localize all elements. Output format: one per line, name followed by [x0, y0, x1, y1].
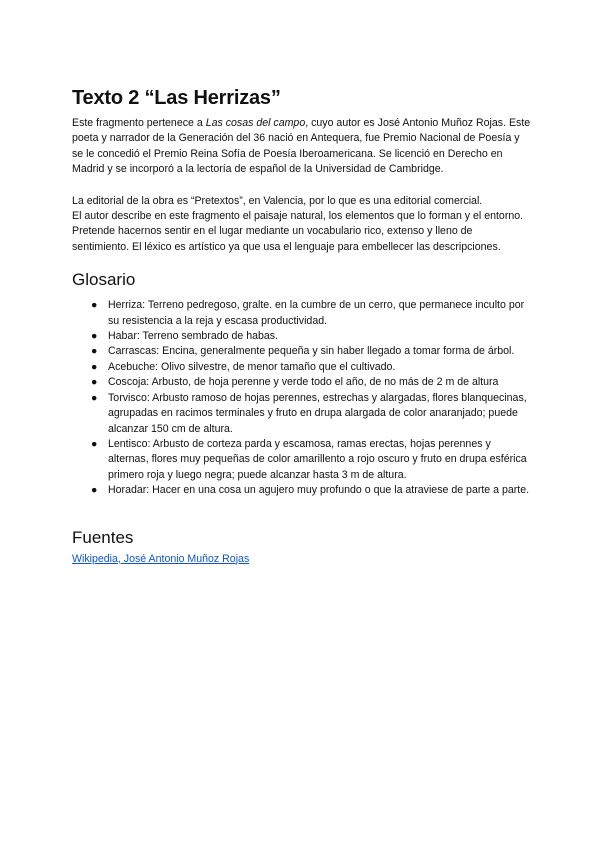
glossary-item-text: Herriza: Terreno pedregoso, gralte. en la cumbre de un cerro, que permanece inculto por su resistencia a la reja y escasa productividad. — [108, 299, 525, 327]
sources-heading: Fuentes — [72, 527, 134, 547]
bullet-icon: ● — [91, 360, 98, 373]
glossary-item — [91, 360, 532, 375]
glossary-item-text: Coscoja: Arbusto, de hoja perenne y verde todo el año, de no más de 2 m de altura — [108, 376, 499, 389]
publisher-line: La editorial de la obra es “Pretextos”, en Valencia, por lo que es una editorial comercial. — [72, 194, 483, 207]
bullet-icon: ● — [91, 437, 98, 450]
glossary-item — [91, 344, 532, 359]
glossary-item-text: Habar: Terreno sembrado de habas. — [108, 330, 278, 343]
glossary-item — [91, 375, 532, 390]
glossary-list — [72, 298, 532, 498]
document-page — [72, 86, 532, 567]
source-link-wikipedia[interactable]: Wikipedia, José Antonio Muñoz Rojas — [72, 552, 250, 565]
intro-text-start: Este fragmento pertenece a — [72, 117, 206, 129]
glossary-heading: Glosario — [72, 270, 136, 290]
publisher-paragraph — [72, 194, 532, 256]
description-text: El autor describe en este fragmento el paisaje natural, los elementos que lo forman y el entorno. Pretende hacernos sentir en el lugar mediante un vocabulario rico, extenso y lleno de sentimiento. El léxico es artístico ya que usa el lenguaje para embellecer las descripciones. — [72, 210, 524, 253]
glossary-item-text: Acebuche: Olivo silvestre, de menor tamaño que el cultivado. — [108, 360, 396, 373]
bullet-icon: ● — [91, 330, 98, 343]
glossary-item — [91, 483, 532, 498]
book-title: Las cosas del campo — [205, 117, 306, 129]
bullet-icon: ● — [91, 391, 98, 404]
glossary-item-text: Carrascas: Encina, generalmente pequeña y sin haber llegado a tomar forma de árbol. — [108, 345, 515, 358]
document-title: Texto 2 “Las Herrizas” — [72, 87, 281, 109]
glossary-item-text: Horadar: Hacer en una cosa un agujero muy profundo o que la atraviese de parte a parte. — [108, 484, 530, 497]
glossary-item — [91, 391, 532, 437]
glossary-item-text: Lentisco: Arbusto de corteza parda y escamosa, ramas erectas, hojas perennes y alternas, flores muy pequeñas de color amarillento a rojo oscuro y fruto en drupa esférica primero roja y luego negra; puede alcanzar hasta 3 m de altura. — [108, 437, 527, 481]
glossary-item — [91, 437, 532, 483]
bullet-icon: ● — [91, 484, 98, 497]
intro-paragraph — [72, 116, 532, 178]
intro-text-end: , cuyo autor es José Antonio Muñoz Rojas. Este poeta y narrador de la Generación del 36 nació en Antequera, fue Premio Nacional de Poesía y se le concedió el Premio Reina Sofía de Poesía Iberoamericana. Se licenció en Derecho en Madrid y se incorporó a la lectoría de español de la Universidad de Cambridge. — [72, 117, 531, 176]
glossary-item-text: Torvisco: Arbusto ramoso de hojas perennes, estrechas y alargadas, flores blanquecinas, agrupadas en racimos terminales y fruto en drupa alargada de color anaranjado; puede alcanzar 150 cm de altura. — [108, 391, 527, 435]
glossary-item — [91, 298, 532, 329]
bullet-icon: ● — [91, 299, 98, 312]
glossary-item — [91, 329, 532, 344]
bullet-icon: ● — [91, 376, 98, 389]
bullet-icon: ● — [91, 345, 98, 358]
